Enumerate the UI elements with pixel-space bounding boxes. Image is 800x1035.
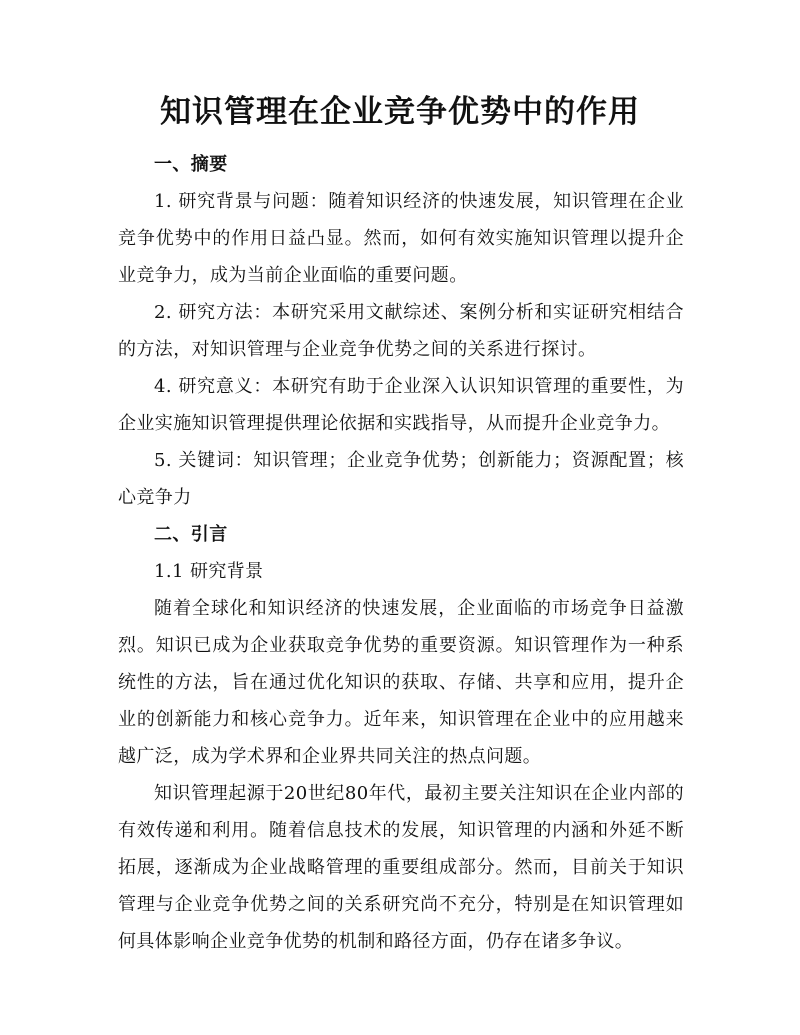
abstract-item: 2. 研究方法：本研究采用文献综述、案例分析和实证研究相结合的方法，对知识管理与企业竞争优势之间的关系进行探讨。 — [118, 302, 684, 360]
page-title: 知识管理在企业竞争优势中的作用 — [160, 94, 640, 130]
section-heading-abstract: 一、摘要 — [154, 154, 228, 175]
abstract-item: 1. 研究背景与问题：随着知识经济的快速发展，知识管理在企业竞争优势中的作用日益凸显。然而，如何有效实施知识管理以提升企业竞争力，成为当前企业面临的重要问题。 — [118, 191, 684, 286]
body-paragraph: 随着全球化和知识经济的快速发展，企业面临的市场竞争日益激烈。知识已成为企业获取竞争优势的重要资源。知识管理作为一种系统性的方法，旨在通过优化知识的获取、存储、共享和应用，提升企业的创新能力和核心竞争力。近年来，知识管理在企业中的应用越来越广泛，成为学术界和企业界共同关注的热点问题。 — [118, 598, 684, 767]
body-paragraph: 知识管理起源于20世纪80年代，最初主要关注知识在企业内部的有效传递和利用。随着信息技术的发展，知识管理的内涵和外延不断拓展，逐渐成为企业战略管理的重要组成部分。然而，目前关于知识管理与企业竞争优势之间的关系研究尚不充分，特别是在知识管理如何具体影响企业竞争优势的机制和路径方面，仍存在诸多争议。 — [118, 783, 684, 952]
abstract-item: 4. 研究意义：本研究有助于企业深入认识知识管理的重要性，为企业实施知识管理提供理论依据和实践指导，从而提升企业竞争力。 — [118, 376, 684, 434]
section-heading-introduction: 二、引言 — [154, 524, 228, 545]
subsection-heading-background: 1.1 研究背景 — [154, 561, 264, 582]
abstract-item: 5. 关键词：知识管理；企业竞争优势；创新能力；资源配置；核心竞争力 — [118, 450, 684, 508]
document-body — [118, 146, 684, 960]
